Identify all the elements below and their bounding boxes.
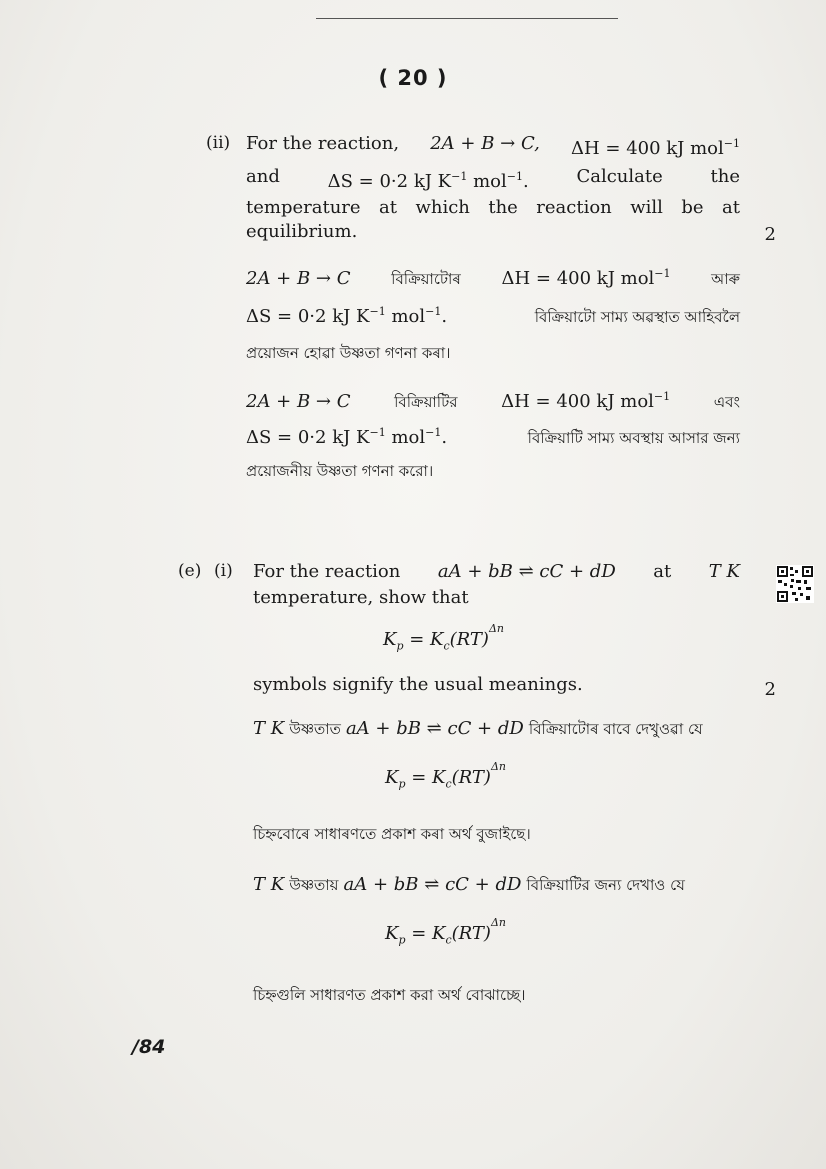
q-e-as-line1 xyxy=(253,718,703,743)
qr-code-icon xyxy=(776,565,814,603)
q-ii-and: and xyxy=(246,166,280,187)
q-e-marks: 2 xyxy=(764,679,776,700)
page-footer-code: /84 xyxy=(132,1036,166,1058)
q-e-temp: T K xyxy=(708,561,740,582)
q-ii-en-text: For the reaction, xyxy=(246,133,400,154)
q-ii-as-reaction: 2A + B → C xyxy=(246,268,351,289)
q-ii-bn-text: বিক্রিয়াটি সাম্য অবস্থায় আসার জন্য xyxy=(527,429,740,447)
q-ii-bn-and: এবং xyxy=(713,393,740,411)
q-ii-as-and: আৰু xyxy=(711,270,740,288)
q-e-en-line3: symbols signify the usual meanings. xyxy=(253,674,583,695)
q-e-en-line2: temperature, show that xyxy=(253,587,469,608)
q-e-bn-text: বিক্রিয়াটির জন্য দেখাও যে xyxy=(526,876,685,894)
q-ii-reaction: 2A + B → C, xyxy=(430,133,540,154)
q-ii-as-line3: প্ৰয়োজন হোৱা উষ্ণতা গণনা কৰা। xyxy=(246,344,451,362)
page-number: ( 20 ) xyxy=(378,66,448,90)
q-ii-as-line2 xyxy=(246,305,740,331)
q-e-bn-temp: T K xyxy=(253,874,285,895)
formula-kp-kc-2: $K_p = K_c(RT)^{\Delta n}$ xyxy=(385,760,506,791)
question-label-i: (i) xyxy=(214,561,233,581)
q-ii-as-word: বিক্ৰিয়াটোৰ xyxy=(391,270,461,288)
q-e-bn-line2: চিহ্নগুলি সাধারণত প্রকাশ করা অর্থ বোঝাচ্ছে। xyxy=(253,986,526,1004)
q-ii-as-enthalpy: ΔH = 400 kJ mol$^{-1}$ xyxy=(501,267,671,289)
q-ii-en-line3: temperature at which the reaction will be at xyxy=(246,197,740,218)
q-ii-bn-line3: প্রয়োজনীয় উষ্ণতা গণনা করো। xyxy=(246,462,434,480)
q-e-as-reaction: aA + bB ⇌ cC + dD xyxy=(345,718,524,739)
q-e-as-temp: T K xyxy=(253,718,285,739)
q-ii-entropy: ΔS = 0·2 kJ $K^{-1}$ mol$^{-1}$. xyxy=(327,170,529,192)
q-ii-bn-line1 xyxy=(246,390,740,416)
q-e-as-word: উষ্ণতাত xyxy=(289,720,341,738)
q-e-as-text: বিক্ৰিয়াটোৰ বাবে দেখুওৱা যে xyxy=(528,720,703,738)
q-e-en-line1 xyxy=(253,558,740,586)
formula-kp-kc-3: $K_p = K_c(RT)^{\Delta n}$ xyxy=(385,916,506,947)
q-ii-as-entropy: ΔS = 0·2 kJ $K^{-1}$ mol$^{-1}$. xyxy=(246,305,448,327)
q-e-as-line2: চিহ্নবোৰে সাধাৰণতে প্ৰকাশ কৰা অৰ্থ বুজাইছে। xyxy=(253,825,531,843)
question-label-ii: (ii) xyxy=(206,133,231,153)
q-e-bn-word: উষ্ণতায় xyxy=(289,876,339,894)
q-e-reaction: aA + bB ⇌ cC + dD xyxy=(437,561,616,582)
q-e-en-text: For the reaction xyxy=(253,561,401,582)
q-ii-en-line2 xyxy=(246,163,740,196)
top-rule xyxy=(316,18,618,19)
q-ii-bn-enthalpy: ΔH = 400 kJ mol$^{-1}$ xyxy=(501,390,671,412)
q-ii-bn-word: বিক্রিয়াটির xyxy=(394,393,458,411)
q-ii-enthalpy: ΔH = 400 kJ mol$^{-1}$ xyxy=(570,137,740,159)
q-ii-the: the xyxy=(710,166,740,187)
q-ii-bn-entropy: ΔS = 0·2 kJ $K^{-1}$ mol$^{-1}$. xyxy=(246,426,448,448)
q-e-bn-reaction: aA + bB ⇌ cC + dD xyxy=(343,874,522,895)
q-ii-calculate: Calculate xyxy=(576,166,663,187)
q-e-at: at xyxy=(653,561,672,582)
q-e-bn-line1 xyxy=(253,874,685,899)
q-ii-as-line1 xyxy=(246,267,740,293)
q-ii-en-line1 xyxy=(246,130,740,163)
question-label-e: (e) xyxy=(178,561,202,581)
q-ii-en-line4: equilibrium. xyxy=(246,221,358,242)
q-ii-bn-reaction: 2A + B → C xyxy=(246,391,351,412)
q-ii-bn-line2 xyxy=(246,426,740,452)
formula-kp-kc-1: $K_p = K_c(RT)^{\Delta n}$ xyxy=(383,622,504,653)
q-ii-marks: 2 xyxy=(764,224,776,245)
q-ii-as-text: বিক্ৰিয়াটো সাম্য অৱস্থাত আহিবলৈ xyxy=(534,308,740,326)
